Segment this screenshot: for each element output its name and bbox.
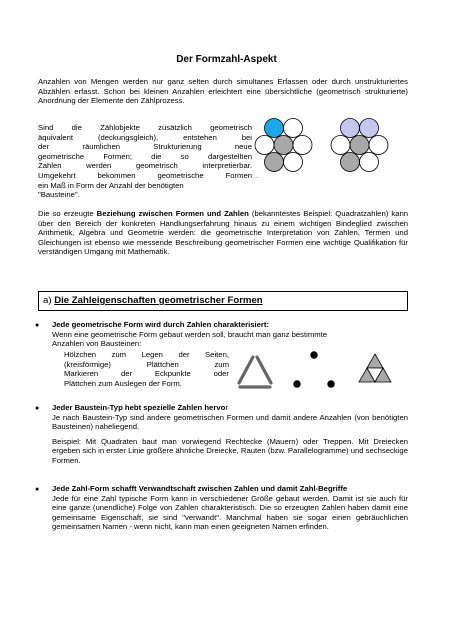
circle-top-right (284, 119, 303, 138)
bullet-1-materials (64, 350, 229, 388)
circle-mid-left (255, 136, 274, 155)
structure-line: geometrische Formen; die so dargestellten (38, 151, 252, 161)
structure-line: Zahlen werden geometrisch interpretierbar. (38, 161, 252, 171)
relation-text-post: (bekanntestes Beispiel: Quadratzahlen) kann über den Bereich der konkreten Handlungserfahrung hinaus zu einem wichtigen Bindeglied zwischen Arithmetik, Algebra und Geometrie werden: die geometrische Interpretation von Zahlen, Termen und Gleichungen ist ebenso wie messende Beschreibung geometrischer Formen eine wichtige Qualifikation für verständigen Umgang mit Mathematik. (38, 209, 408, 257)
bullet-icon: ● (35, 486, 40, 493)
intro-paragraph: Anzahlen von Mengen werden nur ganz selten durch simultanes Erfassen oder durch unstrukturiertes Abzählen erfasst. Schon bei kleinen Anzahlen erleichtert eine übersichtliche (geometrisch strukturierte) Anordnung der Elemente den Zählprozess. (38, 77, 408, 106)
structure-line: Umgekehrt bekommen geometrische Formen (38, 170, 252, 180)
dot-triangle-figure (291, 346, 341, 390)
bullet-3-text: Jede für eine Zahl typische Form kann in verschiedener Größe gebaut werden. Damit ist sie auch für eine ganze (unendliche) Folge von Zahlen charakteristisch. Die so erzeugten Zahlen haben damit eine gemeinsame Eigenschaft, sie sind "verwandt". Manchmal haben sie sogar einen gebräuchlichen gemeinsamen Namen - wenn nicht, kann man einen geeigneten Namen erfinden. (52, 493, 408, 532)
dot-left (293, 380, 300, 387)
circle-bottom-right (284, 153, 303, 172)
stick-right (257, 357, 271, 383)
section-prefix: a) (43, 295, 55, 306)
circle-mid-center (350, 136, 369, 155)
stick-triangle-figure (236, 354, 276, 390)
structure-line: "Bausteine". (38, 190, 80, 200)
bullet-2-text: Je nach Baustein-Typ sind andere geometrischen Formen und damit andere Anzahlen (von benötigten Bausteinen) naheliegend. (52, 412, 408, 432)
relation-paragraph (38, 209, 408, 257)
tile-top (367, 354, 383, 368)
hexagon-circles-figure-lavender (331, 118, 411, 188)
material-line: (kreisförmige) Plättchen zum (64, 359, 229, 369)
dot-right (327, 380, 334, 387)
structure-line: äquivalent (deckungsgleich), entstehen bei (38, 132, 252, 142)
bullet-1-block (52, 320, 408, 349)
circle-mid-left (331, 136, 350, 155)
circle-top-left (265, 119, 284, 138)
section-title: Die Zahleigenschaften geometrischer Formen (54, 295, 263, 306)
bullet-icon: ● (35, 322, 40, 329)
circle-top-left (341, 119, 360, 138)
bullet-1-line: Anzahlen von Bausteinen: (52, 339, 142, 349)
page-title: Der Formzahl-Aspekt (176, 54, 277, 65)
relation-text-pre: Die so erzeugte (38, 209, 97, 218)
circle-top-right (360, 119, 379, 138)
circle-mid-right (369, 136, 388, 155)
bullet-2-heading-tail: r (225, 403, 228, 412)
structure-line: ein Maß in Form der Anzahl der benötigten (38, 180, 184, 190)
bullet-2-heading-row (52, 403, 408, 413)
material-line: Markieren der Eckpunkte oder (64, 369, 229, 379)
section-heading-box (38, 291, 408, 311)
structure-line: Sind die Zählobjekte zusätzlich geometrisch (38, 123, 252, 132)
tiled-triangle-figure (357, 353, 397, 389)
structure-paragraph (38, 123, 252, 200)
stray-dot: . (255, 171, 258, 180)
circle-bottom-left (265, 153, 284, 172)
hexagon-circles-figure-colored (255, 118, 335, 188)
relation-highlight: Beziehung zwischen Formen und Zahlen (96, 209, 249, 218)
bullet-1-heading: Jede geometrische Form wird durch Zahlen charakterisiert: (52, 320, 270, 329)
material-line: Hölzchen zum Legen der Seiten, (64, 350, 229, 359)
bullet-2-block (52, 403, 408, 466)
circle-bottom-left (341, 153, 360, 172)
structure-line: der räumlichen Strukturierung neue (38, 142, 252, 152)
bullet-3-heading: Jede Zahl-Form schafft Verwandtschaft zwischen Zahlen und damit Zahl-Begriffe (52, 484, 348, 493)
circle-mid-right (293, 136, 312, 155)
bullet-icon: ● (35, 405, 40, 412)
dot-top (310, 351, 317, 358)
bullet-3-block (52, 484, 408, 532)
bullet-2-example: Beispiel: Mit Quadraten baut man vorwiegend Rechtecke (Mauern) oder Treppen. Mit Dreiecken ergeben sich in erster Linie größere ähnliche Dreiecke, Rauten (bzw. Parallelogramme) und sechseckige Formen. (52, 436, 408, 465)
material-line: Plättchen zum Auslegen der Form. (64, 378, 182, 388)
circle-bottom-right (360, 153, 379, 172)
bullet-1-line: Wenn eine geometrische Form gebaut werden soll, braucht man ganz bestimmte (52, 329, 328, 339)
stick-left (239, 357, 253, 383)
circle-mid-center (274, 136, 293, 155)
bullet-2-heading: Jeder Baustein-Typ hebt spezielle Zahlen hervo (52, 403, 226, 412)
